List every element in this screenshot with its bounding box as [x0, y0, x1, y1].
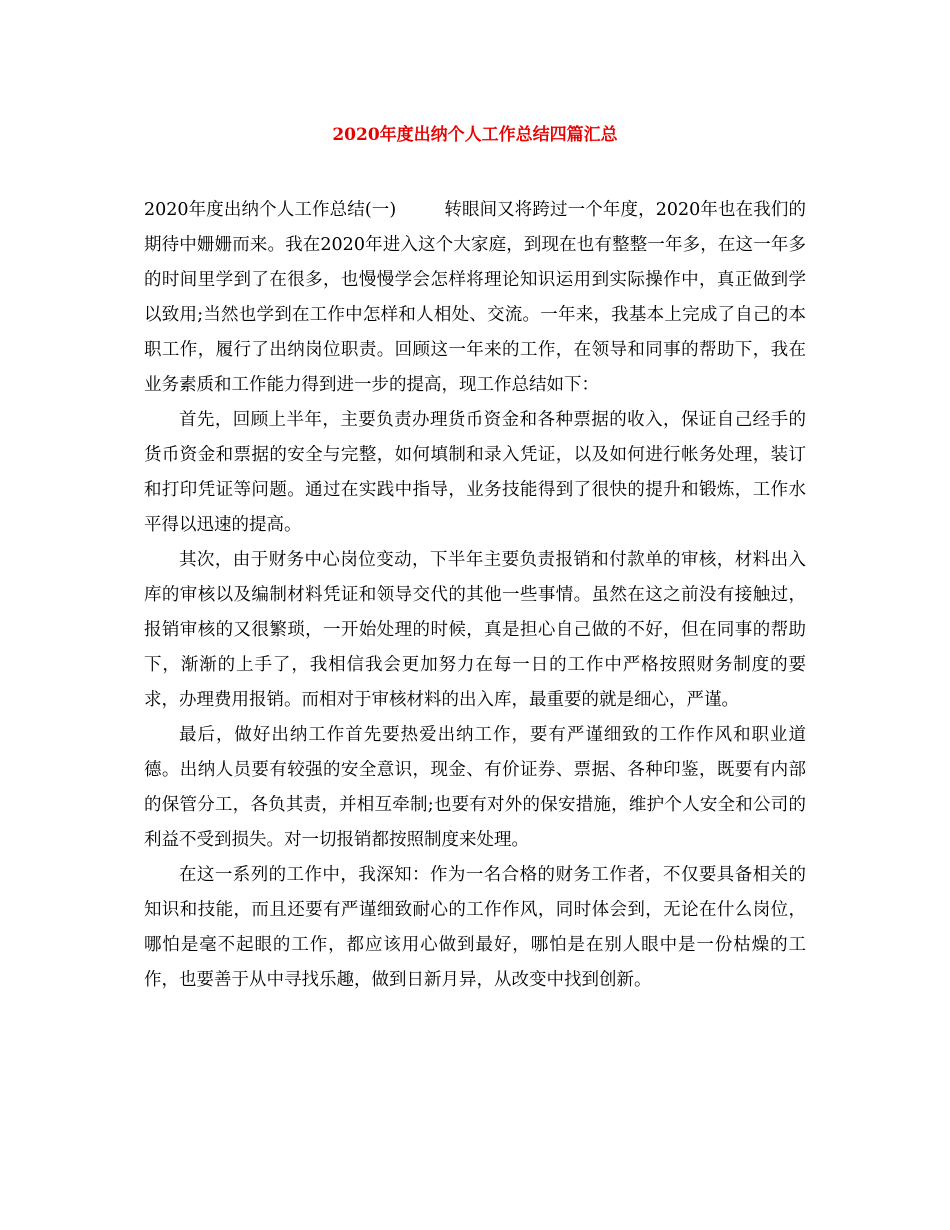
paragraph-5: 在这一系列的工作中，我深知：作为一名合格的财务工作者，不仅要具备相关的知识和技能，而且还要有严谨细致耐心的工作作风，同时体会到，无论在什么岗位，哪怕是毫不起眼的工作，都应该用心做到最好，哪怕是在别人眼中是一份枯燥的工作，也要善于从中寻找乐趣，做到日新月异，从改变中找到创新。 — [144, 865, 806, 990]
paragraph-4: 最后，做好出纳工作首先要热爱出纳工作，要有严谨细致的工作作风和职业道德。出纳人员要有较强的安全意识，现金、有价证券、票据、各种印鉴，既要有内部的保管分工，各负其责，并相互牵制;也要有对外的保安措施，维护个人安全和公司的利益不受到损失。对一切报销都按照制度来处理。 — [144, 725, 806, 850]
document-body — [144, 193, 806, 998]
paragraph-3: 其次，由于财务中心岗位变动，下半年主要负责报销和付款单的审核，材料出入库的审核以及编制材料凭证和领导交代的其他一些事情。虽然在这之前没有接触过，报销审核的又很繁琐，一开始处理的时候，真是担心自己做的不好，但在同事的帮助下，渐渐的上手了，我相信我会更加努力在每一日的工作中严格按照财务制度的要求，办理费用报销。而相对于审核材料的出入库，最重要的就是细心，严谨。 — [144, 550, 806, 710]
section-heading: 2020年度出纳个人工作总结(一) — [144, 200, 397, 220]
paragraph-2: 首先，回顾上半年，主要负责办理货币资金和各种票据的收入，保证自己经手的货币资金和票据的安全与完整，如何填制和录入凭证，以及如何进行帐务处理，装订和打印凭证等问题。通过在实践中指导，业务技能得到了很快的提升和锻炼，工作水平得以迅速的提高。 — [144, 410, 806, 535]
paragraph-1-text: 转眼间又将跨过一个年度，2020年也在我们的期待中姗姗而来。我在2020年进入这个大家庭，到现在也有整整一年多，在这一年多的时间里学到了在很多，也慢慢学会怎样将理论知识运用到实际操作中，真正做到学以致用;当然也学到在工作中怎样和人相处、交流。一年来，我基本上完成了自己的本职工作，履行了出纳岗位职责。回顾这一年来的工作，在领导和同事的帮助下，我在业务素质和工作能力得到进一步的提高，现工作总结如下： — [144, 200, 806, 395]
paragraph-1 — [144, 193, 806, 403]
document-title: 2020年度出纳个人工作总结四篇汇总 — [332, 125, 618, 145]
